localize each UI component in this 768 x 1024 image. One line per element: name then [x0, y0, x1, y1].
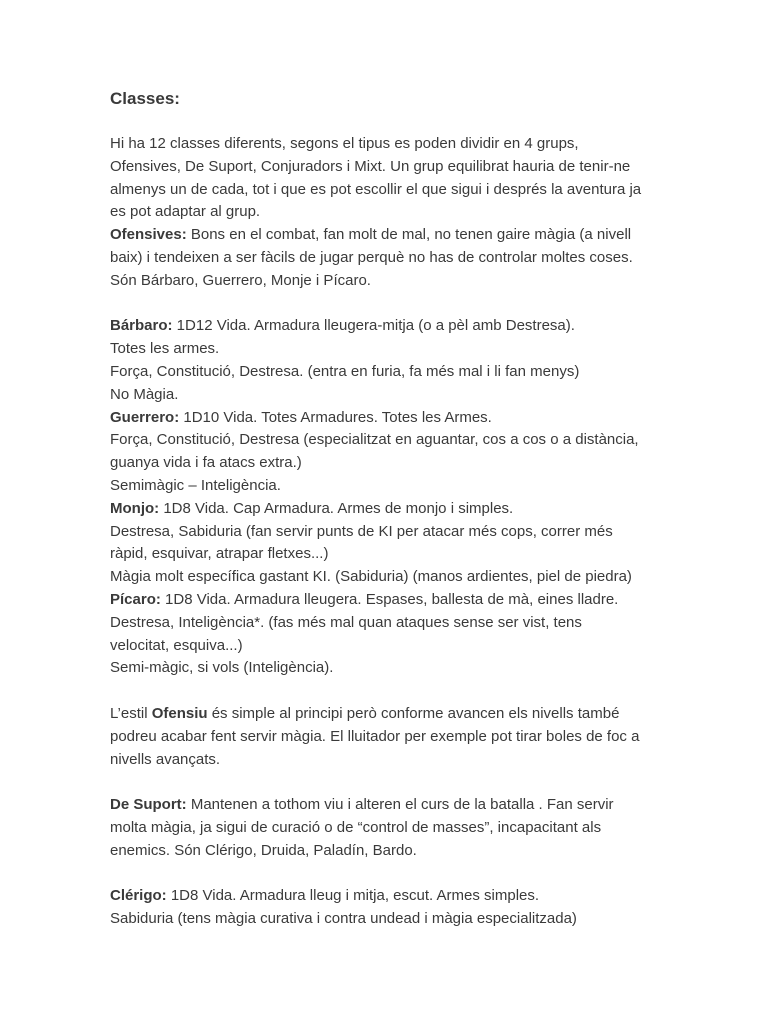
estil-after: és simple al principi però conforme avancen els nivells també	[207, 704, 620, 722]
clerigo-text: 1D8 Vida. Armadura lleug i mitja, escut. Armes simples.	[166, 887, 540, 905]
intro-line: almenys un de cada, tot i que es pot escollir el que sigui i després la aventura ja	[110, 180, 642, 198]
suport-text: Mantenen a tothom viu i alteren el curs de la batalla . Fan servir	[186, 796, 614, 814]
estil-line: podreu acabar fent servir màgia. El lluitador per exemple pot tirar boles de foc a	[110, 727, 640, 745]
monjo-text: 1D8 Vida. Cap Armadura. Armes de monjo i simples.	[159, 499, 514, 517]
suport-line: enemics. Són Clérigo, Druida, Paladín, Bardo.	[110, 841, 417, 859]
picaro-line	[110, 589, 670, 612]
suport-label: De Suport:	[110, 796, 187, 814]
intro-paragraph	[110, 133, 670, 293]
paragraph-gap	[110, 863, 670, 886]
estil-paragraph	[110, 703, 670, 771]
monjo-line: Destresa, Sabiduria (fan servir punts de KI per atacar més cops, correr més	[110, 522, 613, 540]
paragraph-gap	[110, 680, 670, 703]
ofensives-line: Són Bárbaro, Guerrero, Monje i Pícaro.	[110, 271, 371, 289]
estil-line: nivells avançats.	[110, 750, 221, 768]
barbaro-line	[110, 315, 670, 338]
intro-line: Hi ha 12 classes diferents, segons el tipus es poden dividir en 4 grups,	[110, 135, 579, 152]
ofensives-label: Ofensives:	[110, 226, 187, 244]
classes-ofensives-block	[110, 315, 670, 680]
picaro-label: Pícaro:	[110, 590, 161, 608]
estil-before: L’estil	[110, 704, 152, 722]
barbaro-line: Totes les armes.	[110, 340, 220, 358]
clerigo-line	[110, 885, 670, 908]
paragraph-gap	[110, 293, 670, 316]
intro-line: es pot adaptar al grup.	[110, 203, 261, 221]
picaro-line: velocitat, esquiva...)	[110, 636, 243, 654]
picaro-line: Destresa, Inteligència*. (fas més mal quan ataques sense ser vist, tens	[110, 613, 582, 631]
ofensives-line	[110, 224, 670, 247]
monjo-label: Monjo:	[110, 499, 160, 517]
clerigo-line: Sabiduria (tens màgia curativa i contra undead i màgia especialitzada)	[110, 910, 577, 928]
clerigo-label: Clérigo:	[110, 887, 167, 905]
estil-line	[110, 703, 670, 726]
suport-paragraph	[110, 794, 670, 862]
barbaro-text: 1D12 Vida. Armadura lleugera-mitja (o a pèl amb Destresa).	[172, 317, 575, 335]
ofensives-text: Bons en el combat, fan molt de mal, no tenen gaire màgia (a nivell	[186, 226, 632, 244]
page-title: Classes:	[110, 89, 180, 108]
suport-line: molta màgia, ja sigui de curació o de “control de masses”, incapacitant als	[110, 818, 602, 836]
suport-line	[110, 794, 670, 817]
guerrero-line: guanya vida i fa atacs extra.)	[110, 454, 302, 472]
guerrero-text: 1D10 Vida. Totes Armadures. Totes les Armes.	[179, 408, 492, 426]
barbaro-line: No Màgia.	[110, 385, 179, 403]
ofensives-line: baix) i tendeixen a ser fàcils de jugar perquè no has de controlar moltes coses.	[110, 248, 633, 266]
document-page	[110, 88, 670, 931]
barbaro-label: Bárbaro:	[110, 317, 173, 335]
monjo-line: Màgia molt específica gastant KI. (Sabiduria) (manos ardientes, piel de piedra)	[110, 568, 632, 586]
guerrero-line: Força, Constitució, Destresa (especialitzat en aguantar, cos a cos o a distància,	[110, 431, 639, 449]
monjo-line	[110, 498, 670, 521]
intro-line: Ofensives, De Suport, Conjuradors i Mixt. Un grup equilibrat hauria de tenir-ne	[110, 157, 631, 175]
guerrero-line	[110, 407, 670, 430]
monjo-line: ràpid, esquivar, atrapar fletxes...)	[110, 545, 329, 563]
guerrero-label: Guerrero:	[110, 408, 180, 426]
picaro-line: Semi-màgic, si vols (Inteligència).	[110, 659, 334, 677]
paragraph-gap	[110, 771, 670, 794]
picaro-text: 1D8 Vida. Armadura lleugera. Espases, ballesta de mà, eines lladre.	[160, 590, 619, 608]
guerrero-line: Semimàgic – Inteligència.	[110, 476, 281, 494]
clerigo-paragraph	[110, 885, 670, 931]
estil-bold: Ofensiu	[151, 704, 208, 722]
barbaro-line: Força, Constitució, Destresa. (entra en furia, fa més mal i li fan menys)	[110, 362, 580, 380]
